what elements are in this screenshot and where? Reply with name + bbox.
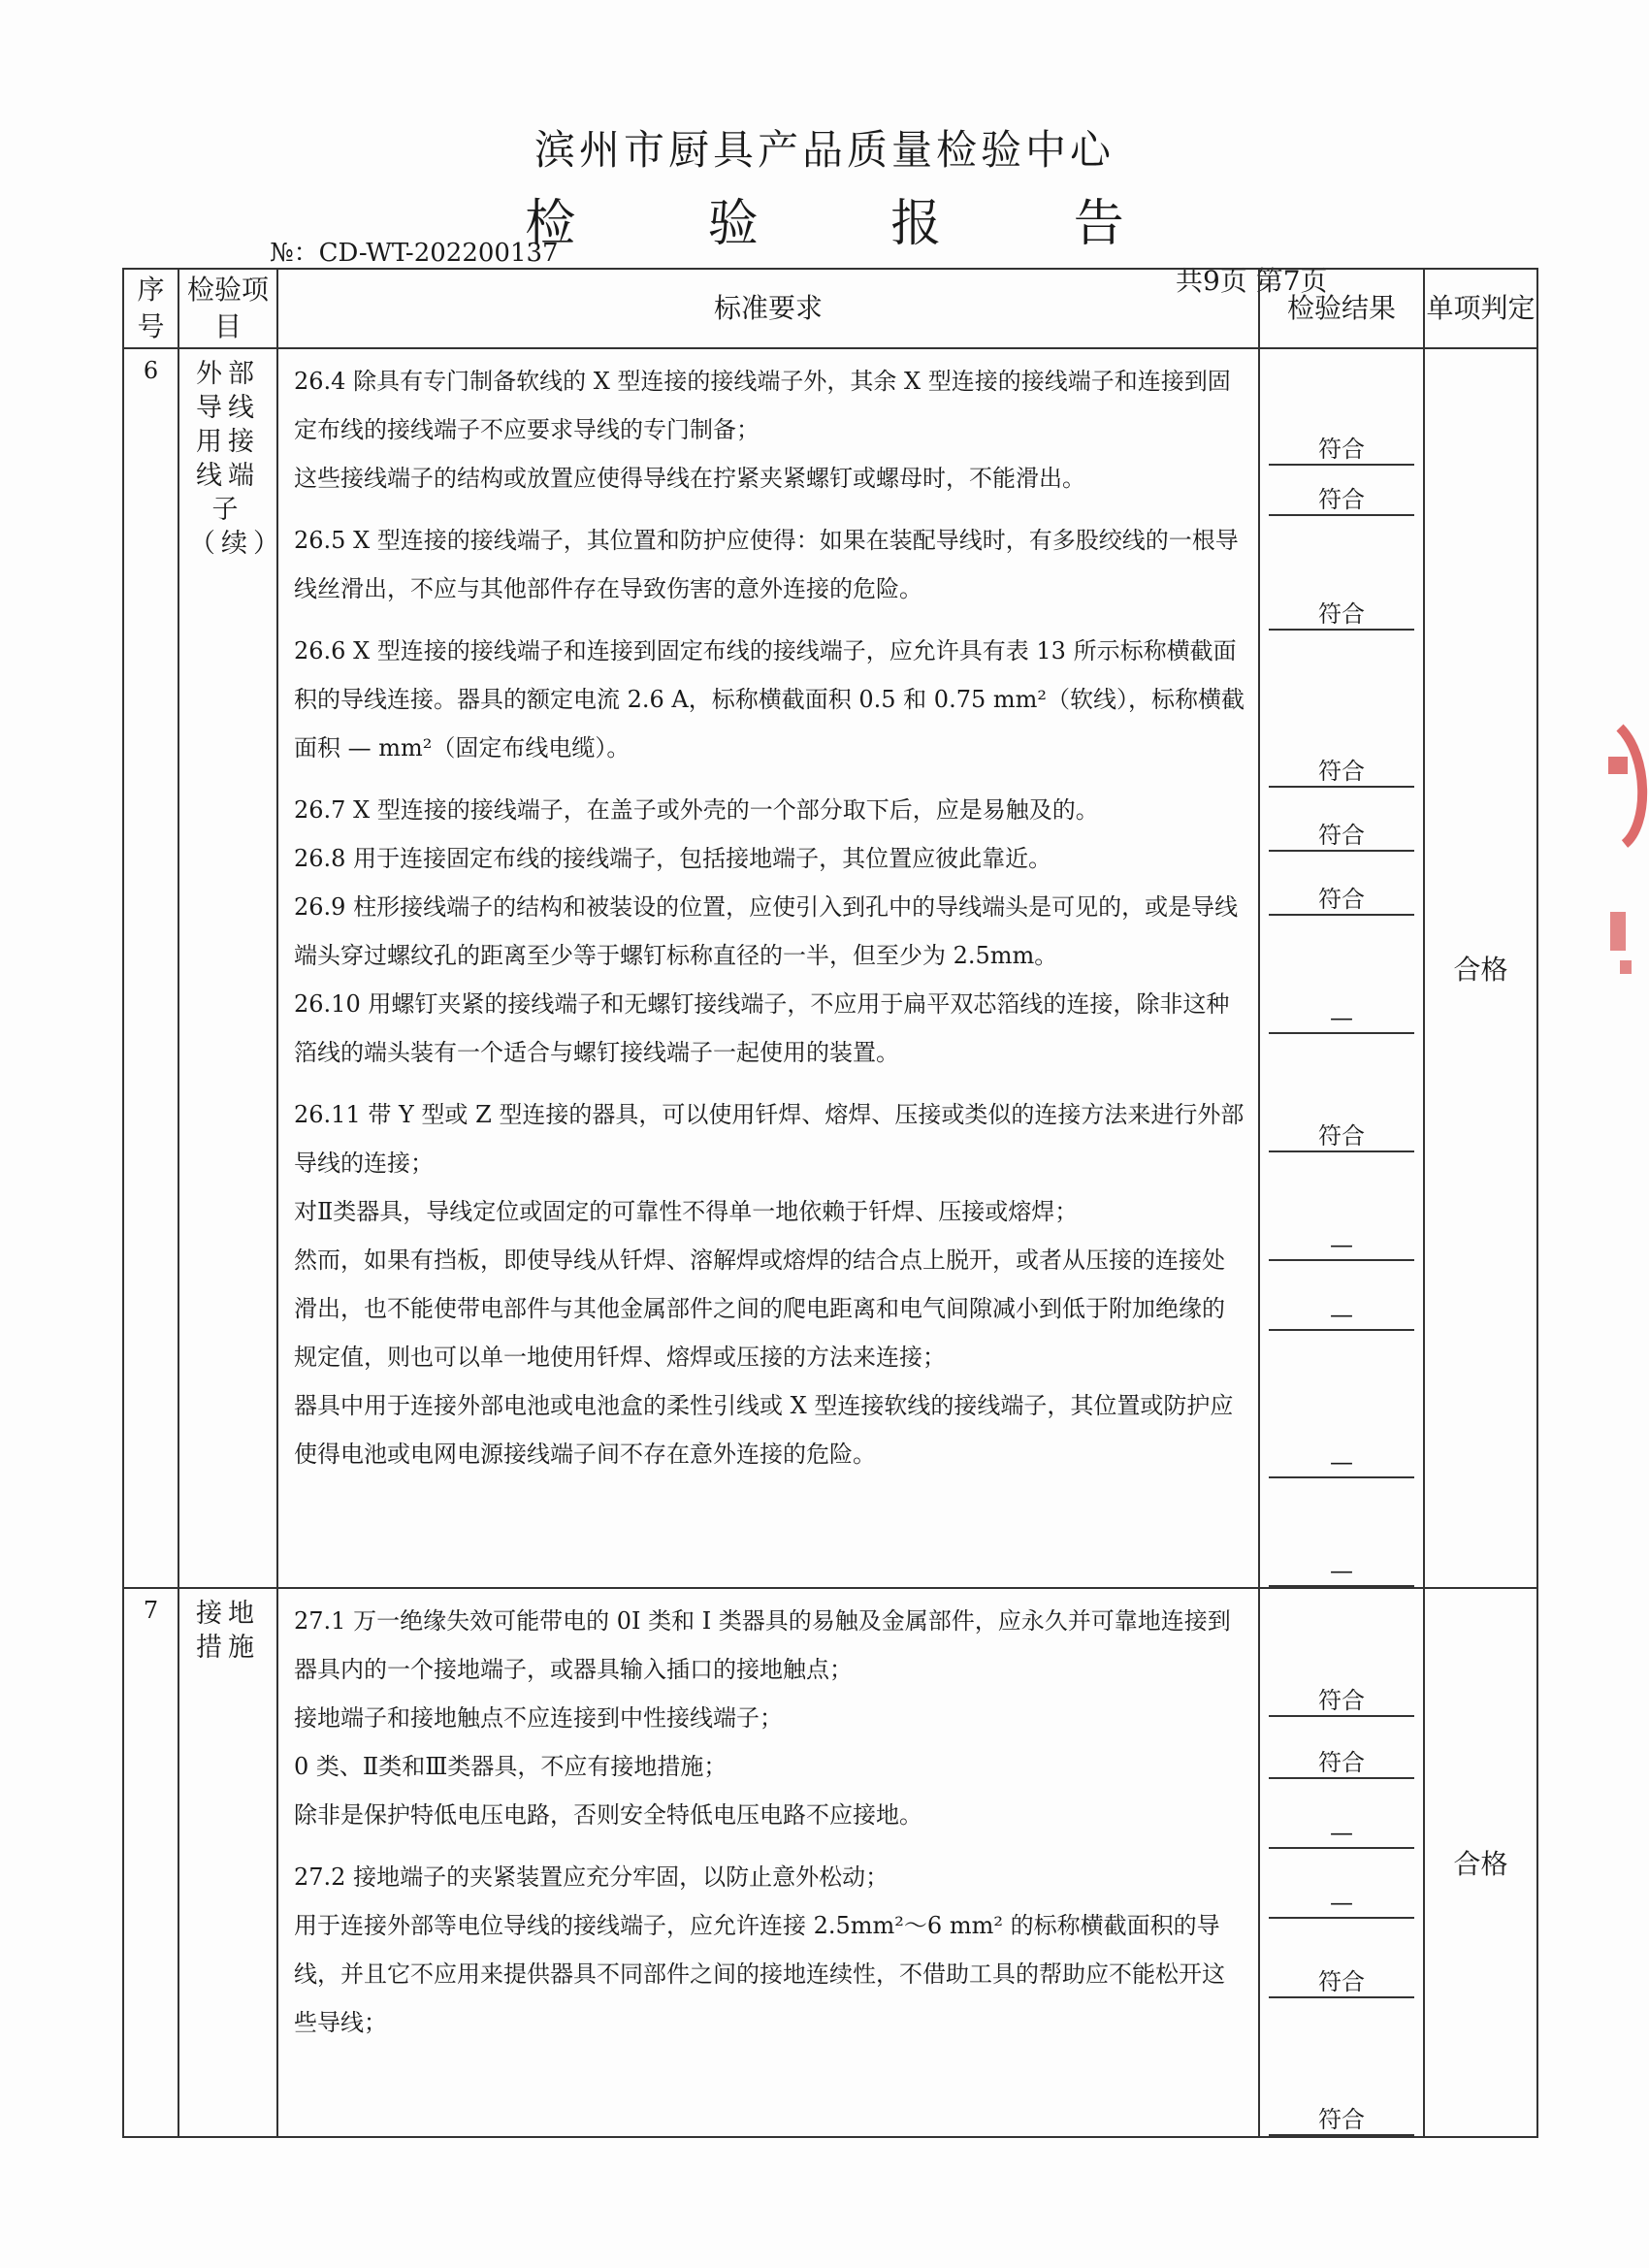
section-6-standard <box>277 348 1259 1588</box>
clause-26-10: 26.10 用螺钉夹紧的接线端子和无螺钉接线端子，不应用于扁平双芯箔线的连接，除非这种箔线的端头装有一个适合与螺钉接线端子一起使用的装置。 <box>294 990 1230 1066</box>
clause-26-11-b: 对Ⅱ类器具，导线定位或固定的可靠性不得单一地依赖于钎焊、压接或熔焊； <box>294 1198 1079 1225</box>
section-6-judgement: 合格 <box>1424 348 1537 1588</box>
section-6-no: 6 <box>123 348 178 1588</box>
section-7-judgement: 合格 <box>1424 1588 1537 2137</box>
clause-26-8: 26.8 用于连接固定布线的接线端子，包括接地端子，其位置应彼此靠近。 <box>294 845 1052 872</box>
clause-26-4-a: 26.4 除具有专门制备软线的 X 型连接的接线端子外，其余 X 型连接的接线端子和连接到固定布线的接线端子不应要求导线的专门制备； <box>294 368 1231 443</box>
inspection-table <box>122 268 1538 2138</box>
result-27-1-d: — <box>1269 1888 1414 1919</box>
result-26-11-b: — <box>1269 1300 1414 1331</box>
header-no: 序号 <box>123 269 178 348</box>
result-26-5: 符合 <box>1269 599 1414 631</box>
result-27-2-a: 符合 <box>1269 1967 1414 1998</box>
clause-26-4-b: 这些接线端子的结构或放置应使得导线在拧紧夹紧螺钉或螺母时，不能滑出。 <box>294 465 1085 492</box>
result-26-8: 符合 <box>1269 885 1414 916</box>
seal-stamp <box>1581 718 1649 1028</box>
section-7-item: 接地措施 <box>178 1588 277 2137</box>
page-info: 共9页 第7页 <box>1176 265 1328 297</box>
clause-27-2-a: 27.2 接地端子的夹紧装置应充分牢固，以防止意外松动； <box>294 1863 889 1891</box>
report-title: 检 验 报 告 <box>525 195 1182 253</box>
report-number: №：CD-WT-202200137 <box>270 239 559 268</box>
header-item: 检验项目 <box>178 269 277 348</box>
table-header-row <box>123 269 1537 348</box>
result-26-7: 符合 <box>1269 821 1414 852</box>
section-6-results <box>1259 348 1424 1588</box>
clause-26-7: 26.7 X 型连接的接线端子，在盖子或外壳的一个部分取下后，应是易触及的。 <box>294 796 1099 824</box>
clause-26-6: 26.6 X 型连接的接线端子和连接到固定布线的接线端子，应允许具有表 13 所示标称横截面积的导线连接。器具的额定电流 2.6 A，标称横截面积 0.5 和 0.75 mm²（软线），标称横截面积 — mm²（固定布线电缆）。 <box>294 637 1245 761</box>
result-26-4-b: 符合 <box>1269 485 1414 516</box>
clause-26-11-c: 然而，如果有挡板，即使导线从钎焊、溶解焊或熔焊的结合点上脱开，或者从压接的连接处滑出，也不能使带电部件与其他金属部件之间的爬电距离和电气间隙减小到低于附加绝缘的规定值，则也可以单一地使用钎焊、熔焊或压接的方法来连接； <box>294 1247 1225 1371</box>
result-26-4-a: 符合 <box>1269 435 1414 466</box>
result-26-6: 符合 <box>1269 757 1414 788</box>
result-26-11-d: — <box>1269 1556 1414 1587</box>
section-7-standard <box>277 1588 1259 2137</box>
section-7-results <box>1259 1588 1424 2137</box>
result-27-1-c: — <box>1269 1818 1414 1849</box>
section-7-row <box>123 1588 1537 2137</box>
result-26-11-c: — <box>1269 1447 1414 1478</box>
clause-27-1-d: 除非是保护特低电压电路，否则安全特低电压电路不应接地。 <box>294 1801 922 1829</box>
result-27-2-b: 符合 <box>1269 2105 1414 2136</box>
clause-26-11-d: 器具中用于连接外部电池或电池盒的柔性引线或 X 型连接软线的接线端子，其位置或防护应使得电池或电网电源接线端子间不存在意外连接的危险。 <box>294 1392 1234 1468</box>
header-judgement: 单项判定 <box>1424 269 1537 348</box>
section-6-row <box>123 348 1537 1588</box>
clause-26-9: 26.9 柱形接线端子的结构和被装设的位置，应使引入到孔中的导线端头是可见的，或是导线端头穿过螺纹孔的距离至少等于螺钉标称直径的一半，但至少为 2.5mm。 <box>294 893 1239 969</box>
clause-27-1-b: 接地端子和接地触点不应连接到中性接线端子； <box>294 1704 783 1732</box>
section-6-item: 外部导线用接线端子（续） <box>178 348 277 1588</box>
clause-26-5: 26.5 X 型连接的接线端子，其位置和防护应使得：如果在装配导线时，有多股绞线的一根导线丝滑出，不应与其他部件存在导致伤害的意外连接的危险。 <box>294 527 1239 602</box>
clause-27-2-b: 用于连接外部等电位导线的接线端子，应允许连接 2.5mm²～6 mm² 的标称横截面积的导线，并且它不应用来提供器具不同部件之间的接地连续性，不借助工具的帮助应不能松开这些导线； <box>294 1912 1225 2036</box>
section-7-no: 7 <box>123 1588 178 2137</box>
org-title: 滨州市厨具产品质量检验中心 <box>534 126 1115 174</box>
header-standard: 标准要求 <box>277 269 1259 348</box>
result-26-10: 符合 <box>1269 1121 1414 1152</box>
clause-27-1-a: 27.1 万一绝缘失效可能带电的 0I 类和 I 类器具的易触及金属部件，应永久并可靠地连接到器具内的一个接地端子，或器具输入插口的接地触点； <box>294 1607 1231 1683</box>
result-27-1-b: 符合 <box>1269 1748 1414 1779</box>
clause-26-11-a: 26.11 带 Y 型或 Z 型连接的器具，可以使用钎焊、熔焊、压接或类似的连接方法来进行外部导线的连接； <box>294 1101 1245 1177</box>
result-27-1-a: 符合 <box>1269 1686 1414 1717</box>
clause-27-1-c: 0 类、Ⅱ类和Ⅲ类器具，不应有接地措施； <box>294 1753 728 1780</box>
result-26-9: — <box>1269 1003 1414 1034</box>
header-result: 检验结果 <box>1259 269 1424 348</box>
result-26-11-a: — <box>1269 1230 1414 1261</box>
